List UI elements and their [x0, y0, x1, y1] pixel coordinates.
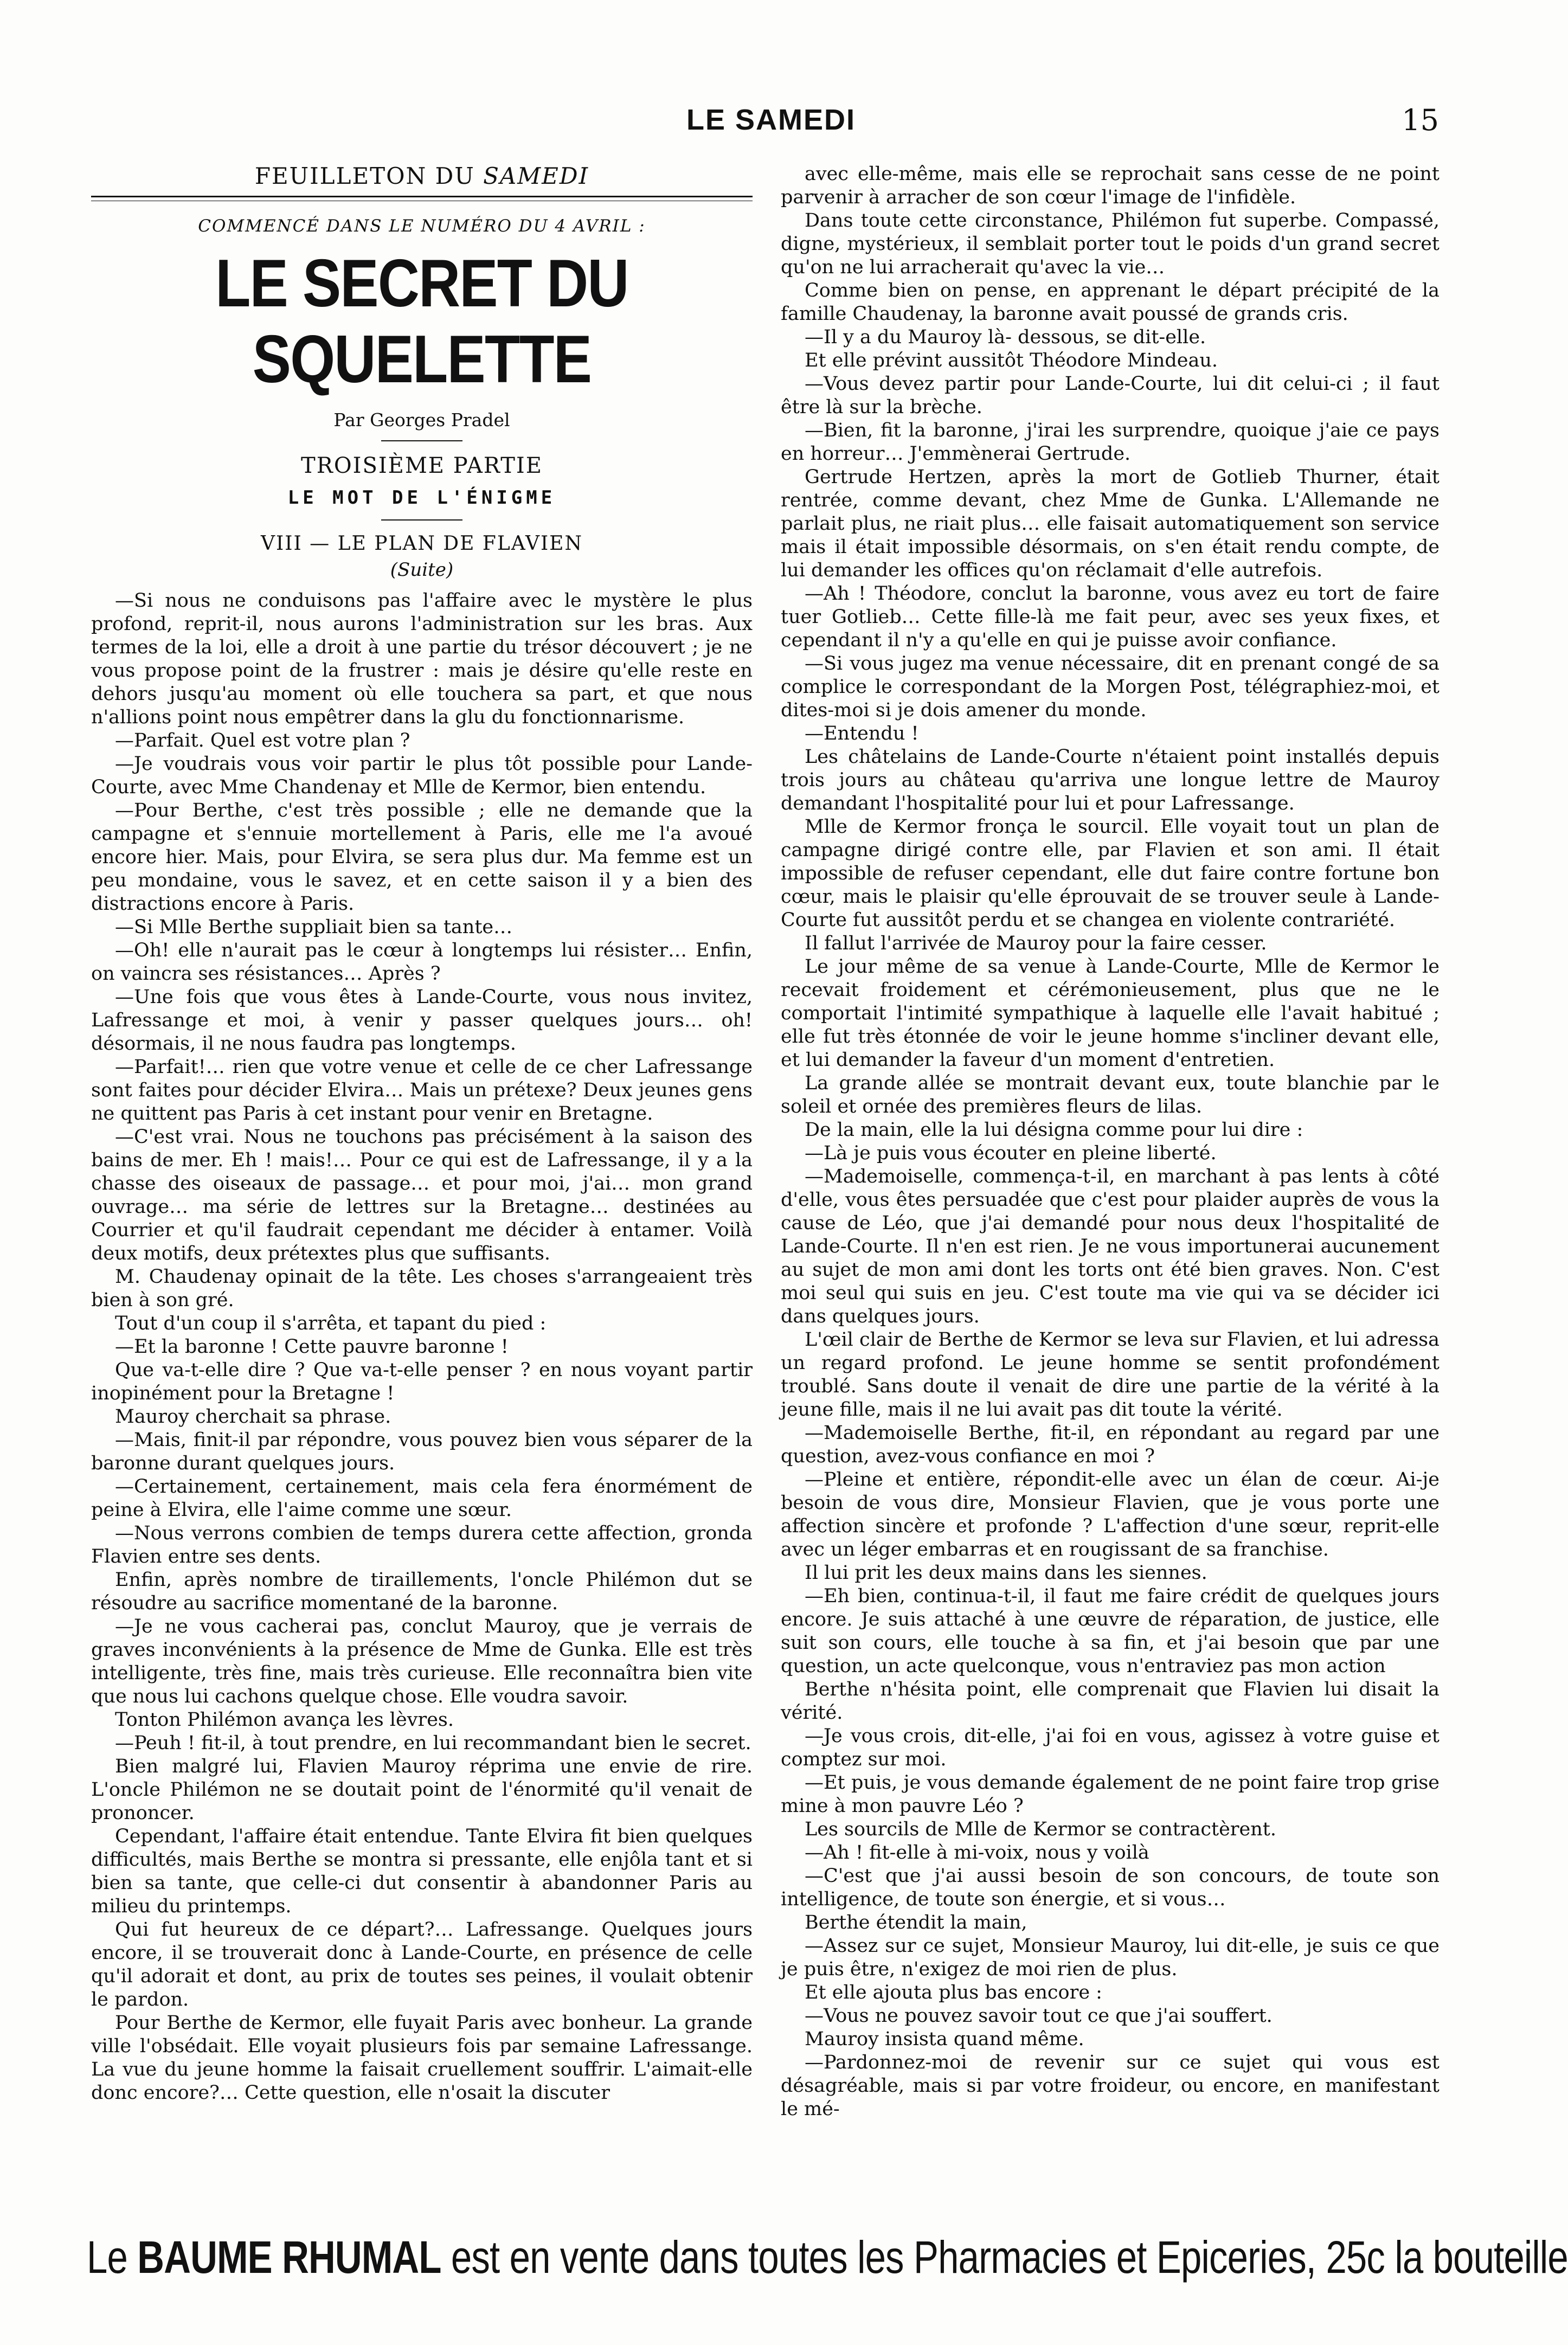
article-paragraph: —Ah ! Théodore, conclut la baronne, vous avez eu tort de faire tuer Gotlieb… Cette fille-là me fait peur, avec ses yeux fixes, et cependant il n'y a qu'elle en qui je puisse avoir confiance. [781, 583, 1440, 651]
chapter-heading: VIII — LE PLAN DE FLAVIEN [261, 532, 583, 555]
part-heading: TROISIÈME PARTIE [301, 453, 543, 478]
article-paragraph: —Entendu ! [805, 723, 919, 744]
article-paragraph: —Eh bien, continua-t-il, il faut me faire crédit de quelques jours encore. Je suis attaché à une œuvre de réparation, de justice, elle suit son cours, elle touche à sa fin, et j'ai besoin que par une question, un acte quelconque, vous n'entraviez pas mon action [781, 1585, 1440, 1677]
ad-prefix: Le [87, 2232, 138, 2283]
newspaper-title: LE SAMEDI [686, 104, 856, 136]
article-paragraph: Dans toute cette circonstance, Philémon fut superbe. Compassé, digne, mystérieux, il semblait porter tout le poids d'un grand secret qu'on ne lui arracherait qu'avec la vie… [781, 210, 1440, 278]
article-paragraph: —Mademoiselle, commença-t-il, en marchant à pas lents à côté d'elle, vous êtes persuadée que c'est pour plaider auprès de vous la cause de Léo, que j'ai demandé pour nous deux l'hospitalité de Lande-Courte. Il n'en est rien. Je ne vous importunerai aucunement au sujet de mon ami dont les torts ont été bien graves. Non. C'est moi seul qui suis en jeu. C'est toute ma vie qui va se décider ici dans quelques jours. [781, 1166, 1440, 1327]
masthead [0, 103, 1542, 146]
article-paragraph: Il fallut l'arrivée de Mauroy pour la faire cesser. [805, 933, 1267, 954]
serial-start-note: COMMENCÉ DANS LE NUMÉRO DU 4 AVRIL : [198, 216, 646, 236]
article-paragraph: —Là je puis vous écouter en pleine liberté. [805, 1142, 1217, 1164]
feuilleton-label: FEUILLETON DU [254, 163, 484, 189]
article-paragraph: Les sourcils de Mlle de Kermor se contractèrent. [805, 1819, 1276, 1840]
article-paragraph: Et elle prévint aussitôt Théodore Mindeau. [805, 350, 1218, 371]
part-subtitle: LE MOT DE L'ÉNIGME [287, 487, 556, 509]
advertisement-banner [87, 2227, 1568, 2292]
right-article-body [781, 163, 1440, 2121]
article-paragraph: Tout d'un coup il s'arrêta, et tapant du pied : [115, 1313, 547, 1334]
article-paragraph: —Peuh ! fit-il, à tout prendre, en lui recommandant bien le secret. [115, 1732, 751, 1754]
article-paragraph: Mauroy insista quand même. [805, 2028, 1084, 2050]
feuilleton-label-italic: SAMEDI [483, 163, 589, 189]
article-paragraph: Enfin, après nombre de tiraillements, l'oncle Philémon dut se résoudre au sacrifice momentané de la baronne. [91, 1569, 753, 1614]
article-paragraph: —Si Mlle Berthe suppliait bien sa tante… [115, 916, 513, 938]
right-column [781, 163, 1440, 2207]
article-paragraph: —Mais, finit-il par répondre, vous pouvez bien vous séparer de la baronne durant quelques jours. [91, 1429, 753, 1474]
article-paragraph: M. Chaudenay opinait de la tête. Les choses s'arrangeaient très bien à son gré. [91, 1266, 753, 1311]
article-paragraph: —C'est vrai. Nous ne touchons pas précisément à la saison des bains de mer. Eh ! mais!… Pour ce qui est de Lafressange, il y a la chasse des oiseaux de passage… et pour moi, j'ai… mon grand ouvrage… ma série de lettres sur la Bretagne… destinées au Courrier et qu'il faudrait cependant me décider à entamer. Voilà deux motifs, deux prétextes plus que suffisants. [91, 1126, 753, 1264]
suite-note: (Suite) [390, 559, 454, 581]
article-paragraph: —Si vous jugez ma venue nécessaire, dit en prenant congé de sa complice le correspondant de la Morgen Post, télégraphiez-moi, et dites-moi si je dois amener du monde. [781, 653, 1440, 721]
article-paragraph: —Parfait. Quel est votre plan ? [115, 730, 410, 751]
article-paragraph: —Vous ne pouvez savoir tout ce que j'ai souffert. [805, 2005, 1273, 2027]
article-paragraph: avec elle-même, mais elle se reprochait sans cesse de ne point parvenir à arracher de son cœur l'image de l'infidèle. [781, 163, 1440, 208]
article-paragraph: —Assez sur ce sujet, Monsieur Mauroy, lui dit-elle, je suis ce que je puis être, n'exigez de moi rien de plus. [781, 1935, 1440, 1980]
article-paragraph: Qui fut heureux de ce départ?… Lafressange. Quelques jours encore, il se trouverait donc à Lande-Courte, en présence de celle qu'il adorait et dont, au prix de toutes ses peines, il voulait obtenir le pardon. [91, 1919, 753, 2010]
left-article-body [91, 589, 753, 2105]
story-title: LE SECRET DU SQUELETTE [215, 246, 628, 397]
article-paragraph: Tonton Philémon avança les lèvres. [115, 1709, 454, 1731]
article-paragraph: —C'est que j'ai aussi besoin de son concours, de toute son intelligence, de toute son énergie, et si vous… [781, 1865, 1440, 1910]
article-paragraph: —Certainement, certainement, mais cela fera énormément de peine à Elvira, elle l'aime comme une sœur. [91, 1476, 753, 1521]
article-paragraph: Gertrude Hertzen, après la mort de Gotlieb Thurner, était rentrée, comme devant, chez Mme de Gunka. L'Allemande ne parlait plus, ne riait plus… elle faisait automatiquement son service mais il était impossible désormais, on s'en était rendu compte, de lui demander les offices qu'on réclamait d'elle autrefois. [781, 466, 1440, 581]
article-paragraph: Mlle de Kermor fronça le sourcil. Elle voyait tout un plan de campagne dirigé contre elle, par Flavien et son ami. Il était impossible de refuser cependant, elle dut faire contre fortune bon cœur, mais le plaisir qu'elle éprouvait de se trouver seule à Lande-Courte fut aussitôt perdu et se changea en violente contrariété. [781, 816, 1440, 931]
author-byline: Par Georges Pradel [333, 409, 510, 431]
article-paragraph: —Et la baronne ! Cette pauvre baronne ! [115, 1336, 509, 1358]
article-paragraph: Que va-t-elle dire ? Que va-t-elle penser ? en nous voyant partir inopinément pour la Bretagne ! [91, 1359, 753, 1404]
article-paragraph: L'œil clair de Berthe de Kermor se leva sur Flavien, et lui adressa un regard profond. Le jeune homme se sentit profondément troublé. Sans doute il venait de dire une partie de la vérité à la jeune fille, mais il ne lui avait pas dit toute la vérité. [781, 1329, 1440, 1421]
article-paragraph: —Oh! elle n'aurait pas le cœur à longtemps lui résister… Enfin, on vaincra ses résistances… Après ? [91, 940, 753, 985]
article-paragraph: —Je vous crois, dit-elle, j'ai foi en vous, agissez à votre guise et comptez sur moi. [781, 1725, 1440, 1770]
article-paragraph: De la main, elle la lui désigna comme pour lui dire : [805, 1119, 1303, 1141]
article-paragraph: —Vous devez partir pour Lande-Courte, lui dit celui-ci ; il faut être là sur la brèche. [781, 373, 1440, 418]
article-paragraph: —Je ne vous cacherai pas, conclut Mauroy, que je verrais de graves inconvénients à la présence de Mme de Gunka. Elle est très intelligente, très fine, mais très curieuse. Elle reconnaîtra bien vite que nous lui cachons quelque chose. Elle voudra savoir. [91, 1616, 753, 1707]
article-paragraph: Bien malgré lui, Flavien Mauroy réprima une envie de rire. L'oncle Philémon ne se doutait point de l'énormité qu'il venait de prononcer. [91, 1756, 753, 1824]
article-paragraph: —Ah ! fit-elle à mi-voix, nous y voilà [805, 1842, 1149, 1864]
article-paragraph: La grande allée se montrait devant eux, toute blanchie par le soleil et ornée des premières fleurs de lilas. [781, 1072, 1440, 1117]
article-paragraph: Cependant, l'affaire était entendue. Tante Elvira fit bien quelques difficultés, mais Berthe se montra si pressante, elle enjôla tant et si bien sa tante, que celle-ci dut consentir à abandonner Paris au milieu du printemps. [91, 1826, 753, 1917]
article-paragraph: —Pleine et entière, répondit-elle avec un élan de cœur. Ai-je besoin de vous dire, Monsieur Flavien, que je vous porte une affection sincère et profonde ? L'affection d'une sœur, reprit-elle avec un léger embarras et en rougissant de sa franchise. [781, 1469, 1440, 1560]
article-paragraph: —Parfait!… rien que votre venue et celle de ce cher Lafressange sont faites pour décider Elvira… Mais un prétexe? Deux jeunes gens ne quittent pas Paris à cet instant pour venir en Bretagne. [91, 1056, 753, 1125]
article-paragraph: Et elle ajouta plus bas encore : [805, 1982, 1102, 2003]
article-paragraph: —Et puis, je vous demande également de ne point faire trop grise mine à mon pauvre Léo ? [781, 1772, 1440, 1817]
ad-suffix: est en vente dans toutes les Pharmacies et Epiceries, 25c la bouteille [441, 2232, 1568, 2283]
article-paragraph: —Je voudrais vous voir partir le plus tôt possible pour Lande-Courte, avec Mme Chandenay et Mlle de Kermor, bien entendu. [91, 753, 753, 798]
page-number: 15 [1402, 103, 1439, 137]
left-column [91, 163, 753, 2207]
article-paragraph: —Mademoiselle Berthe, fit-il, en répondant au regard par une question, avez-vous confiance en moi ? [781, 1422, 1440, 1467]
article-paragraph: —Si nous ne conduisons pas l'affaire avec le mystère le plus profond, reprit-il, nous aurons l'administration sur les bras. Aux termes de la loi, elle a droit à une partie du trésor découvert ; je ne vous propose point de la frustrer : mais je désire qu'elle reste en dehors jusqu'au moment où elle touchera sa part, et que nous n'allions point nous empêtrer dans la glu du fonctionnarisme. [91, 590, 753, 728]
article-paragraph: Comme bien on pense, en apprenant le départ précipité de la famille Chaudenay, la baronne avait poussé de grands cris. [781, 280, 1440, 325]
article-paragraph: —Il y a du Mauroy là- dessous, se dit-elle. [805, 326, 1206, 348]
article-paragraph: —Bien, fit la baronne, j'irai les surprendre, quoique j'aie ce pays en horreur… J'emmènerai Gertrude. [781, 420, 1440, 465]
article-paragraph: —Pour Berthe, c'est très possible ; elle ne demande que la campagne et s'ennuie mortellement à Paris, elle me l'a avoué encore hier. Mais, pour Elvira, se sera plus dur. Ma femme est un peu mondaine, vous le savez, et en cette saison il y a bien des distractions encore à Paris. [91, 800, 753, 915]
article-paragraph: Berthe n'hésita point, elle comprenait que Flavien lui disait la vérité. [781, 1679, 1440, 1724]
article-paragraph: —Une fois que vous êtes à Lande-Courte, vous nous invitez, Lafressange et moi, à venir y passer quelques jours… oh! désormais, il ne nous faudra pas longtemps. [91, 986, 753, 1055]
article-paragraph: Les châtelains de Lande-Courte n'étaient point installés depuis trois jours au château qu'arriva une longue lettre de Mauroy demandant l'hospitalité pour lui et pour Lafressange. [781, 746, 1440, 814]
article-paragraph: —Pardonnez-moi de revenir sur ce sujet qui vous est désagréable, mais si par votre froideur, ou encore, en manifestant le mé- [781, 2052, 1440, 2120]
article-paragraph: Le jour même de sa venue à Lande-Courte, Mlle de Kermor le recevait froidement et cérémonieusement, plus que ne le comportait l'intimité sympathique à laquelle elle l'avait habitué ; elle fut très étonnée de voir le jeune homme s'incliner devant elle, et lui demander la faveur d'un moment d'entretien. [781, 956, 1440, 1071]
article-paragraph: —Nous verrons combien de temps durera cette affection, gronda Flavien entre ses dents. [91, 1522, 753, 1567]
ad-brand: BAUME RHUMAL [137, 2232, 441, 2283]
article-paragraph: Mauroy cherchait sa phrase. [115, 1406, 391, 1428]
feuilleton-heading [91, 163, 753, 189]
article-paragraph: Berthe étendit la main, [805, 1912, 1027, 1933]
short-rule [381, 519, 462, 521]
double-rule [91, 196, 753, 201]
article-paragraph: Il lui prit les deux mains dans les siennes. [805, 1562, 1207, 1584]
article-paragraph: Pour Berthe de Kermor, elle fuyait Paris avec bonheur. La grande ville l'obsédait. Elle voyait plusieurs fois par semaine Lafressange. La vue du jeune homme la faisait cruellement souffrir. L'aimait-elle donc encore?… Cette question, elle n'osait la discuter [91, 2012, 753, 2104]
short-rule [381, 440, 462, 441]
